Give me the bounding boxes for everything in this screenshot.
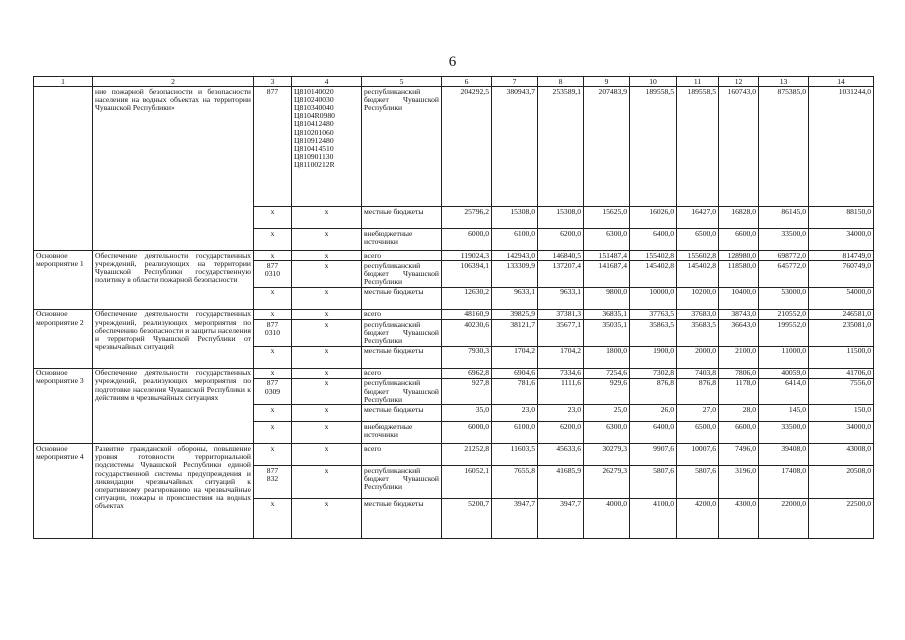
budget-code-cell: x xyxy=(292,261,362,288)
funding-source-cell: республиканский бюджет Чувашской Республики xyxy=(362,320,442,347)
amount-cell: 38743,0 xyxy=(719,309,759,319)
grbs-code-cell: x xyxy=(254,287,292,309)
column-header: 1 xyxy=(34,77,93,87)
amount-cell: 7254,6 xyxy=(584,368,630,378)
amount-cell: 1178,0 xyxy=(719,378,759,405)
funding-source-cell: всего xyxy=(362,444,442,466)
amount-cell: 6200,0 xyxy=(538,422,584,444)
column-header: 7 xyxy=(492,77,538,87)
amount-cell: 6962,8 xyxy=(442,368,492,378)
event-name-cell: Основное мероприятие 1 xyxy=(34,251,93,310)
amount-cell: 1111,6 xyxy=(538,378,584,405)
amount-cell: 151487,4 xyxy=(584,251,630,261)
amount-cell: 207483,9 xyxy=(584,87,630,207)
amount-cell: 26,0 xyxy=(630,405,677,422)
amount-cell: 9633,1 xyxy=(492,287,538,309)
amount-cell: 11603,5 xyxy=(492,444,538,466)
amount-cell: 814749,0 xyxy=(809,251,874,261)
grbs-code-cell: x xyxy=(254,368,292,378)
budget-code-cell: x xyxy=(292,368,362,378)
budget-code-cell: x xyxy=(292,378,362,405)
amount-cell: 7302,8 xyxy=(630,368,677,378)
amount-cell: 34000,0 xyxy=(809,229,874,251)
amount-cell: 1704,2 xyxy=(538,346,584,368)
amount-cell: 16427,0 xyxy=(677,207,719,229)
grbs-code-cell: x xyxy=(254,422,292,444)
column-header: 5 xyxy=(362,77,442,87)
amount-cell: 40059,0 xyxy=(759,368,809,378)
grbs-code-cell: 877 0310 xyxy=(254,261,292,288)
amount-cell: 23,0 xyxy=(538,405,584,422)
grbs-code-cell: 877 0309 xyxy=(254,378,292,405)
budget-table xyxy=(33,76,874,539)
amount-cell: 11000,0 xyxy=(759,346,809,368)
grbs-code-cell: 877 0310 xyxy=(254,320,292,347)
amount-cell: 5807,6 xyxy=(677,466,719,499)
amount-cell: 43008,0 xyxy=(809,444,874,466)
budget-code-cell: x xyxy=(292,466,362,499)
amount-cell: 16828,0 xyxy=(719,207,759,229)
amount-cell: 37683,0 xyxy=(677,309,719,319)
amount-cell: 253589,1 xyxy=(538,87,584,207)
amount-cell: 20508,0 xyxy=(809,466,874,499)
amount-cell: 34000,0 xyxy=(809,422,874,444)
amount-cell: 141687,4 xyxy=(584,261,630,288)
amount-cell: 9907,6 xyxy=(630,444,677,466)
amount-cell: 15625,0 xyxy=(584,207,630,229)
amount-cell: 41685,9 xyxy=(538,466,584,499)
budget-code-cell: x xyxy=(292,444,362,466)
amount-cell: 155402,8 xyxy=(630,251,677,261)
amount-cell: 128980,0 xyxy=(719,251,759,261)
amount-cell: 137207,4 xyxy=(538,261,584,288)
amount-cell: 10400,0 xyxy=(719,287,759,309)
funding-source-cell: местные бюджеты xyxy=(362,346,442,368)
funding-source-cell: республиканский бюджет Чувашской Республики xyxy=(362,466,442,499)
amount-cell: 6300,0 xyxy=(584,229,630,251)
budget-code-cell: x xyxy=(292,309,362,319)
budget-code-cell: x xyxy=(292,207,362,229)
funding-source-cell: внебюджетные источники xyxy=(362,422,442,444)
amount-cell: 45633,6 xyxy=(538,444,584,466)
budget-code-cell: x xyxy=(292,251,362,261)
funding-source-cell: республиканский бюджет Чувашской Республики xyxy=(362,378,442,405)
grbs-code-cell: x xyxy=(254,207,292,229)
amount-cell: 16026,0 xyxy=(630,207,677,229)
amount-cell: 927,8 xyxy=(442,378,492,405)
amount-cell: 6600,0 xyxy=(719,422,759,444)
amount-cell: 6000,0 xyxy=(442,422,492,444)
amount-cell: 235081,0 xyxy=(809,320,874,347)
amount-cell: 4000,0 xyxy=(584,499,630,539)
amount-cell: 7334,6 xyxy=(538,368,584,378)
amount-cell: 145402,8 xyxy=(677,261,719,288)
amount-cell: 6300,0 xyxy=(584,422,630,444)
budget-code-cell: x xyxy=(292,346,362,368)
amount-cell: 48160,9 xyxy=(442,309,492,319)
amount-cell: 876,8 xyxy=(630,378,677,405)
amount-cell: 210552,0 xyxy=(759,309,809,319)
amount-cell: 10200,0 xyxy=(677,287,719,309)
amount-cell: 54000,0 xyxy=(809,287,874,309)
amount-cell: 1800,0 xyxy=(584,346,630,368)
grbs-code-cell: x xyxy=(254,405,292,422)
funding-source-cell: местные бюджеты xyxy=(362,405,442,422)
grbs-code-cell: x xyxy=(254,346,292,368)
amount-cell: 5807,6 xyxy=(630,466,677,499)
amount-cell: 2000,0 xyxy=(677,346,719,368)
amount-cell: 35035,1 xyxy=(584,320,630,347)
amount-cell: 3947,7 xyxy=(538,499,584,539)
funding-source-cell: местные бюджеты xyxy=(362,207,442,229)
amount-cell: 118580,0 xyxy=(719,261,759,288)
amount-cell: 645772,0 xyxy=(759,261,809,288)
amount-cell: 119024,3 xyxy=(442,251,492,261)
amount-cell: 12630,2 xyxy=(442,287,492,309)
event-name-cell: Основное мероприятие 2 xyxy=(34,309,93,368)
amount-cell: 199552,0 xyxy=(759,320,809,347)
column-header: 8 xyxy=(538,77,584,87)
amount-cell: 25796,2 xyxy=(442,207,492,229)
column-header: 12 xyxy=(719,77,759,87)
event-description-cell: Обеспечение деятельности государственных учреждений, реализующих на территории Чувашской Республики государственную политику в области пожарной безопасности xyxy=(93,251,254,310)
amount-cell: 10007,6 xyxy=(677,444,719,466)
amount-cell: 4300,0 xyxy=(719,499,759,539)
table-body xyxy=(34,87,874,539)
amount-cell: 7403,8 xyxy=(677,368,719,378)
funding-source-cell: республиканский бюджет Чувашской Республики xyxy=(362,87,442,207)
column-header: 9 xyxy=(584,77,630,87)
amount-cell: 28,0 xyxy=(719,405,759,422)
amount-cell: 380943,7 xyxy=(492,87,538,207)
amount-cell: 929,6 xyxy=(584,378,630,405)
amount-cell: 760749,0 xyxy=(809,261,874,288)
grbs-code-cell: x xyxy=(254,499,292,539)
amount-cell: 35,0 xyxy=(442,405,492,422)
column-header: 6 xyxy=(442,77,492,87)
event-description-cell: ние пожарной безопасности и безопасности населения на водных объектах на территории Чувашской Республики» xyxy=(93,87,254,251)
column-header: 11 xyxy=(677,77,719,87)
grbs-code-cell: x xyxy=(254,251,292,261)
event-description-cell: Развитие гражданской обороны, повышение уровня готовности территориальной подсистемы Чувашской Республики единой государственной системы предупреждения и ликвидации чрезвычайных ситуаций к оперативному реагированию на чрезвычайные ситуации, пожары и происшествия на водных объектах xyxy=(93,444,254,539)
amount-cell: 160743,0 xyxy=(719,87,759,207)
funding-source-cell: республиканский бюджет Чувашской Республики xyxy=(362,261,442,288)
amount-cell: 33500,0 xyxy=(759,229,809,251)
amount-cell: 1031244,0 xyxy=(809,87,874,207)
grbs-code-cell: 877 xyxy=(254,87,292,207)
amount-cell: 146840,5 xyxy=(538,251,584,261)
event-name-cell: Основное мероприятие 3 xyxy=(34,368,93,444)
column-header: 10 xyxy=(630,77,677,87)
page-number: 6 xyxy=(448,54,457,70)
amount-cell: 876,8 xyxy=(677,378,719,405)
amount-cell: 3947,7 xyxy=(492,499,538,539)
amount-cell: 27,0 xyxy=(677,405,719,422)
amount-cell: 35683,5 xyxy=(677,320,719,347)
column-header: 4 xyxy=(292,77,362,87)
amount-cell: 36643,0 xyxy=(719,320,759,347)
event-name-cell xyxy=(34,87,93,251)
table-row xyxy=(34,251,874,261)
budget-code-cell: Ц810140020 Ц810240030 Ц810340040 Ц8104R0980 Ц810412480 Ц810201060 Ц810912480 Ц810414510 Ц810901130 Ц81100212R xyxy=(292,87,362,207)
amount-cell: 86145,0 xyxy=(759,207,809,229)
grbs-code-cell: x xyxy=(254,444,292,466)
column-header: 3 xyxy=(254,77,292,87)
amount-cell: 145,0 xyxy=(759,405,809,422)
amount-cell: 189558,5 xyxy=(677,87,719,207)
amount-cell: 16052,1 xyxy=(442,466,492,499)
amount-cell: 35677,1 xyxy=(538,320,584,347)
amount-cell: 7930,3 xyxy=(442,346,492,368)
amount-cell: 22000,0 xyxy=(759,499,809,539)
amount-cell: 698772,0 xyxy=(759,251,809,261)
amount-cell: 35863,5 xyxy=(630,320,677,347)
amount-cell: 30279,3 xyxy=(584,444,630,466)
amount-cell: 6200,0 xyxy=(538,229,584,251)
amount-cell: 4200,0 xyxy=(677,499,719,539)
amount-cell: 9633,1 xyxy=(538,287,584,309)
budget-code-cell: x xyxy=(292,422,362,444)
amount-cell: 6100,0 xyxy=(492,229,538,251)
amount-cell: 5200,7 xyxy=(442,499,492,539)
amount-cell: 150,0 xyxy=(809,405,874,422)
amount-cell: 7556,0 xyxy=(809,378,874,405)
amount-cell: 1704,2 xyxy=(492,346,538,368)
amount-cell: 36835,1 xyxy=(584,309,630,319)
grbs-code-cell: x xyxy=(254,229,292,251)
amount-cell: 7655,8 xyxy=(492,466,538,499)
amount-cell: 40230,6 xyxy=(442,320,492,347)
funding-source-cell: местные бюджеты xyxy=(362,499,442,539)
amount-cell: 155602,8 xyxy=(677,251,719,261)
amount-cell: 33500,0 xyxy=(759,422,809,444)
table-row xyxy=(34,309,874,319)
amount-cell: 875385,0 xyxy=(759,87,809,207)
amount-cell: 39408,0 xyxy=(759,444,809,466)
funding-source-cell: внебюджетные источники xyxy=(362,229,442,251)
amount-cell: 6500,0 xyxy=(677,229,719,251)
funding-source-cell: всего xyxy=(362,309,442,319)
budget-code-cell: x xyxy=(292,405,362,422)
amount-cell: 1900,0 xyxy=(630,346,677,368)
amount-cell: 3196,0 xyxy=(719,466,759,499)
grbs-code-cell: 877 832 xyxy=(254,466,292,499)
column-number-row xyxy=(34,77,874,87)
event-name-cell: Основное мероприятие 4 xyxy=(34,444,93,539)
amount-cell: 15308,0 xyxy=(492,207,538,229)
funding-source-cell: местные бюджеты xyxy=(362,287,442,309)
amount-cell: 6414,0 xyxy=(759,378,809,405)
amount-cell: 781,6 xyxy=(492,378,538,405)
amount-cell: 22500,0 xyxy=(809,499,874,539)
amount-cell: 41706,0 xyxy=(809,368,874,378)
amount-cell: 189558,5 xyxy=(630,87,677,207)
amount-cell: 25,0 xyxy=(584,405,630,422)
amount-cell: 53000,0 xyxy=(759,287,809,309)
column-header: 14 xyxy=(809,77,874,87)
amount-cell: 6904,6 xyxy=(492,368,538,378)
amount-cell: 4100,0 xyxy=(630,499,677,539)
funding-source-cell: всего xyxy=(362,251,442,261)
amount-cell: 246581,0 xyxy=(809,309,874,319)
column-header: 2 xyxy=(93,77,254,87)
amount-cell: 39825,9 xyxy=(492,309,538,319)
amount-cell: 15308,0 xyxy=(538,207,584,229)
amount-cell: 9800,0 xyxy=(584,287,630,309)
event-description-cell: Обеспечение деятельности государственных учреждений, реализующих мероприятия по обеспечению безопасности и защиты населения и территорий Чувашской Республики от чрезвычайных ситуаций xyxy=(93,309,254,368)
budget-code-cell: x xyxy=(292,287,362,309)
table-row xyxy=(34,368,874,378)
amount-cell: 38121,7 xyxy=(492,320,538,347)
amount-cell: 106394,1 xyxy=(442,261,492,288)
amount-cell: 6000,0 xyxy=(442,229,492,251)
budget-code-cell: x xyxy=(292,229,362,251)
amount-cell: 2100,0 xyxy=(719,346,759,368)
amount-cell: 37763,5 xyxy=(630,309,677,319)
amount-cell: 26279,3 xyxy=(584,466,630,499)
amount-cell: 6400,0 xyxy=(630,229,677,251)
amount-cell: 7806,0 xyxy=(719,368,759,378)
amount-cell: 7496,0 xyxy=(719,444,759,466)
amount-cell: 204292,5 xyxy=(442,87,492,207)
funding-source-cell: всего xyxy=(362,368,442,378)
amount-cell: 21252,8 xyxy=(442,444,492,466)
amount-cell: 37381,3 xyxy=(538,309,584,319)
amount-cell: 6100,0 xyxy=(492,422,538,444)
amount-cell: 88150,0 xyxy=(809,207,874,229)
amount-cell: 17408,0 xyxy=(759,466,809,499)
amount-cell: 6400,0 xyxy=(630,422,677,444)
budget-code-cell: x xyxy=(292,320,362,347)
amount-cell: 10000,0 xyxy=(630,287,677,309)
amount-cell: 133309,9 xyxy=(492,261,538,288)
amount-cell: 6500,0 xyxy=(677,422,719,444)
event-description-cell: Обеспечение деятельности государственных учреждений, реализующих мероприятия по подготовке населения Чувашской Республики к действиям в чрезвычайных ситуациях xyxy=(93,368,254,444)
amount-cell: 23,0 xyxy=(492,405,538,422)
column-header: 13 xyxy=(759,77,809,87)
amount-cell: 145402,8 xyxy=(630,261,677,288)
grbs-code-cell: x xyxy=(254,309,292,319)
amount-cell: 142943,0 xyxy=(492,251,538,261)
budget-code-cell: x xyxy=(292,499,362,539)
table-row xyxy=(34,87,874,207)
amount-cell: 11500,0 xyxy=(809,346,874,368)
table-row xyxy=(34,444,874,466)
amount-cell: 6600,0 xyxy=(719,229,759,251)
